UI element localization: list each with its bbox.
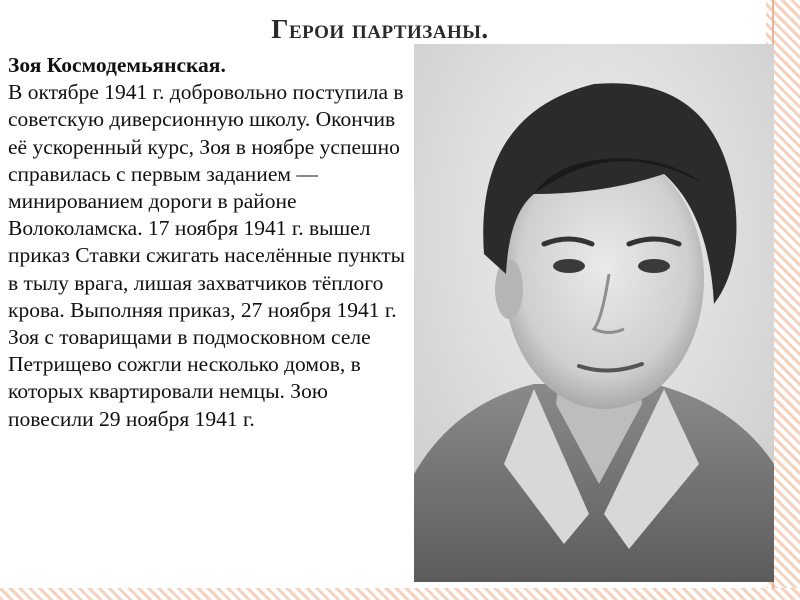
biography-text-block [8,52,418,433]
decorative-bottom-border [0,588,800,600]
slide-title: Герои партизаны. [271,14,489,44]
portrait-photo [414,44,774,582]
person-name: Зоя Космодемьянская. [8,53,226,77]
biography-text: В октябре 1941 г. добровольно поступила в советскую диверсионную школу. Окончив её ускоренный курс, Зоя в ноябре успешно справилась с первым заданием — минированием дороги в районе Волоколамска. 17 ноября 1941 г. вышел приказ Ставки сжигать населённые пункты в тылу врага, лишая захватчиков тёплого крова. Выполняя приказ, 27 ноября 1941 г. Зоя с товарищами в подмосковном селе Петрищево сожгли несколько домов, в которых квартировали немцы. Зою повесили 29 ноября 1941 г. [8,80,406,431]
portrait-illustration [414,44,774,582]
